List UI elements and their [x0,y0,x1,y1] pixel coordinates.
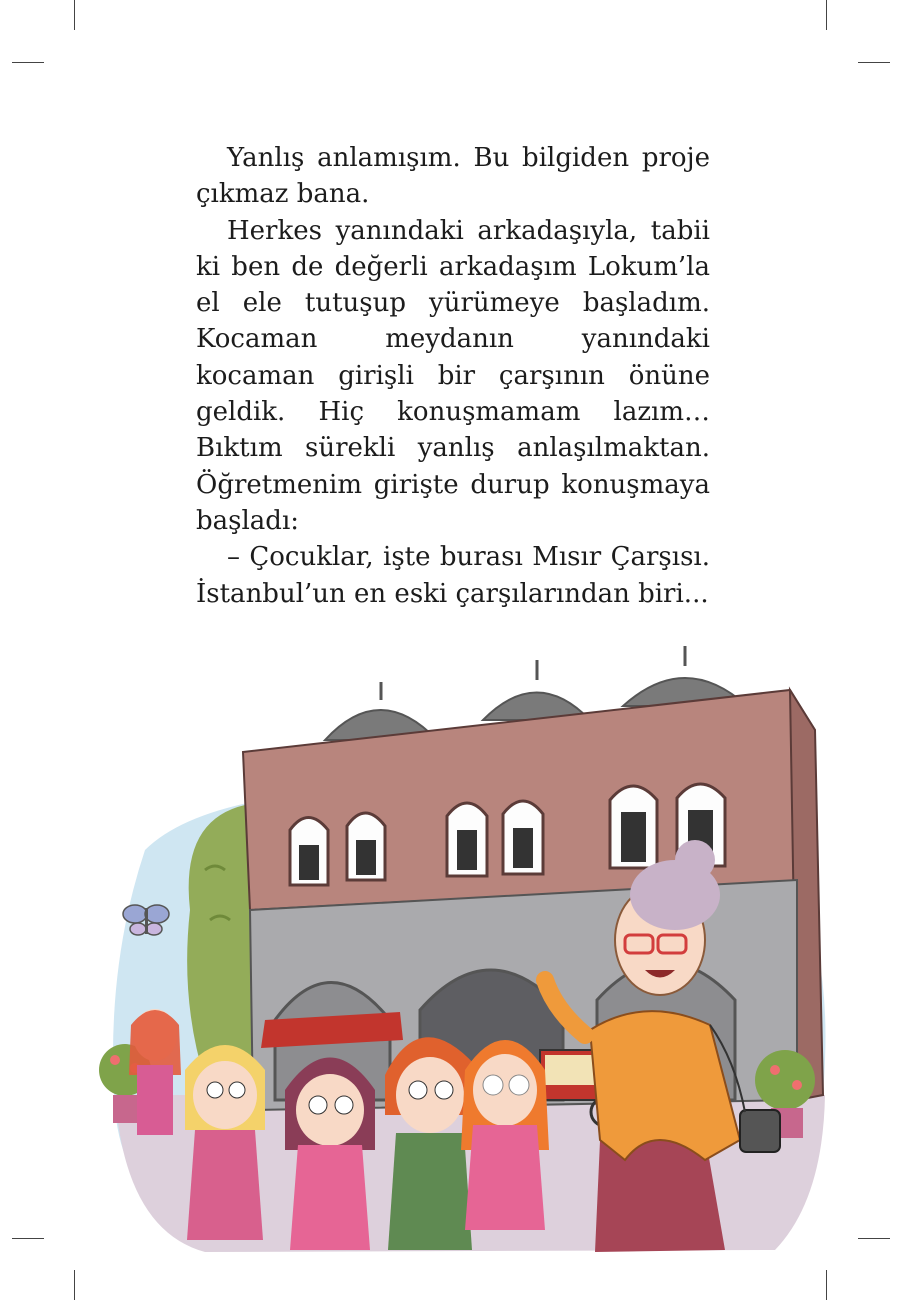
spice-bazaar-illustration [85,640,830,1260]
butterfly [123,905,169,935]
crop-mark-left-bottom [12,1238,44,1239]
crop-mark-right-bottom [858,1238,890,1239]
crop-mark-bottom-right [826,1270,827,1300]
paragraph-2: Herkes yanındaki arkadaşıyla, tabii ki ben de değerli arkadaşım Lokum’la el ele tutuşup yürümeye başladım. Kocaman meydanın yanındaki kocaman girişli bir çarşının önüne geldik. Hiç konuşmamam lazım… Bıktım sürekli yanlış anlaşılmaktan. Öğretmenim girişte durup konuşmaya başladı: [196,215,710,536]
crop-mark-top-right [826,0,827,30]
crop-mark-right-top [858,62,890,63]
crop-mark-top-left [74,0,75,30]
crop-mark-bottom-left [74,1270,75,1300]
paragraph-3: – Çocuklar, işte burası Mısır Çarşısı. İstanbul’un en eski çarşılarından biri... [196,542,710,609]
crop-mark-left-top [12,62,44,63]
body-text [196,140,710,612]
paragraph-1: Yanlış anlamışım. Bu bilgiden proje çıkmaz bana. [196,143,710,210]
